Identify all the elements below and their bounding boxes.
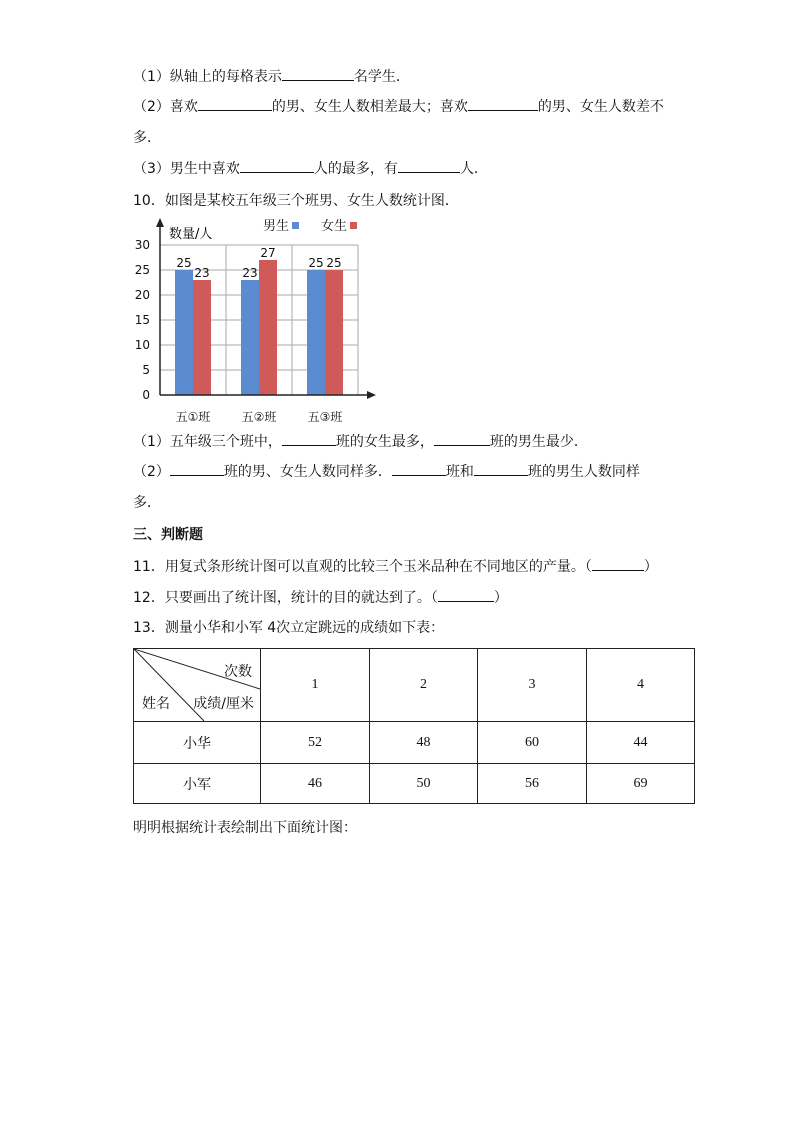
q9-p2-blank-2[interactable] [468,96,538,111]
q9-p2-blank-1[interactable] [198,96,272,111]
q11 [133,556,658,577]
q9-p3-blank-2[interactable] [398,158,460,173]
q10-stem: 10．如图是某校五年级三个班男、女生人数统计图． [133,193,459,209]
bar [307,270,325,395]
table-cell: 60 [478,722,587,764]
q13-stem: 13．测量小华和小军 4次立定跳远的成绩如下表： [133,620,445,636]
q9-p3-blank-1[interactable] [240,158,314,173]
data-label: 23 [242,266,258,280]
q11-text: 11．用复式条形统计图可以直观的比较三个玉米品种在不同地区的产量。（ [133,559,592,575]
header-name: 姓名 [142,696,170,712]
table-cell: 50 [370,764,478,804]
header-times: 次数 [224,664,252,680]
table-cell: 69 [587,764,695,804]
q10-p2-blank-3[interactable] [474,461,528,476]
y-tick-label: 0 [142,388,150,402]
table-cell: 56 [478,764,587,804]
q9-part3 [133,158,488,179]
q9-part2-cont [133,128,161,148]
q9-p3-text-a: （3）男生中喜欢 [133,161,240,177]
q9-p2-text-d: 多． [133,130,161,146]
col-header-1: 1 [261,649,370,722]
col-header-4: 4 [587,649,695,722]
x-tick-label: 五②班 [241,410,277,424]
y-axis-arrow [156,218,164,227]
score-table [133,648,695,804]
q10-p2-text-c: 班和 [445,464,474,480]
q9-p2-text-b: 的男、女生人数相差最大；喜欢 [271,99,468,115]
bar [259,260,277,395]
col-header-2: 2 [370,649,478,722]
q9-part2 [133,96,664,117]
q10-p1-blank-1[interactable] [282,431,336,446]
q13-after: 明明根据统计表绘制出下面统计图： [133,820,357,836]
q12-blank[interactable] [438,587,494,602]
q10-p1-blank-2[interactable] [434,431,490,446]
x-axis-arrow [367,391,376,399]
y-tick-label: 25 [134,263,150,277]
chart-bars [175,260,343,395]
data-label: 23 [194,266,210,280]
q9-p2-text-c: 的男、女生人数差不 [537,99,664,115]
legend-swatch [350,222,357,229]
q10-p1-text-a: （1）五年级三个班中， [133,434,282,450]
q10-part2 [133,461,640,482]
header-score-unit: 成绩/厘米 [193,696,254,712]
bar [241,280,259,395]
q10-p2-text-a: （2） [133,464,170,480]
q10-p2-text-d: 班的男生人数同样 [527,464,640,480]
y-tick-label: 5 [142,363,150,377]
q11-blank[interactable] [592,556,644,571]
row-name: 小军 [134,764,261,804]
q9-p1-blank[interactable] [282,66,354,81]
table-cell: 48 [370,722,478,764]
table-row [134,722,695,764]
q10-p2-text-e: 多． [133,495,161,511]
bar-chart [133,214,383,428]
q10-p2-blank-2[interactable] [392,461,446,476]
x-tick-label: 五①班 [175,410,211,424]
table-cell: 46 [261,764,370,804]
y-tick-label: 20 [134,288,150,302]
x-tick-label: 五③班 [307,410,343,424]
data-label: 25 [308,256,324,270]
section-title: 三、判断题 [133,527,203,543]
q9-p3-text-c: 人． [459,161,488,177]
legend-label: 男生 [263,219,290,234]
q10-p2-blank-1[interactable] [170,461,224,476]
q9-p1-text-b: 名学生． [353,69,410,85]
row-name: 小华 [134,722,261,764]
table-row [134,764,695,804]
q11-close: ） [643,559,658,575]
col-header-3: 3 [478,649,587,722]
q9-p2-text-a: （2）喜欢 [133,99,198,115]
q9-part1 [133,66,410,87]
legend-swatch [292,222,299,229]
bar [193,280,211,395]
data-label: 27 [260,246,276,260]
legend-label: 女生 [321,219,348,234]
q9-p1-text-a: （1）纵轴上的每格表示 [133,69,282,85]
q12-text: 12．只要画出了统计图，统计的目的就达到了。（ [133,590,438,606]
q10-p1-text-c: 班的男生最少． [489,434,588,450]
table-cell: 44 [587,722,695,764]
data-label: 25 [176,256,192,270]
q10-part1 [133,431,588,452]
table-cell: 52 [261,722,370,764]
q9-p3-text-b: 人的最多，有 [313,161,398,177]
chart-legend [263,218,357,234]
bar [325,270,343,395]
q10-p2-text-b: 班的男、女生人数同样多． [223,464,392,480]
y-tick-label: 30 [134,238,150,252]
data-label: 25 [326,256,342,270]
q10-p1-text-b: 班的女生最多， [335,434,434,450]
q12 [133,587,508,608]
q10-part2-cont [133,493,161,513]
y-tick-label: 15 [134,313,150,327]
table-header-row [134,649,695,722]
chart-ylabel: 数量/人 [169,227,213,242]
y-tick-label: 10 [134,338,150,352]
diagonal-header-cell [134,649,261,722]
bar [175,270,193,395]
q12-close: ） [493,590,508,606]
